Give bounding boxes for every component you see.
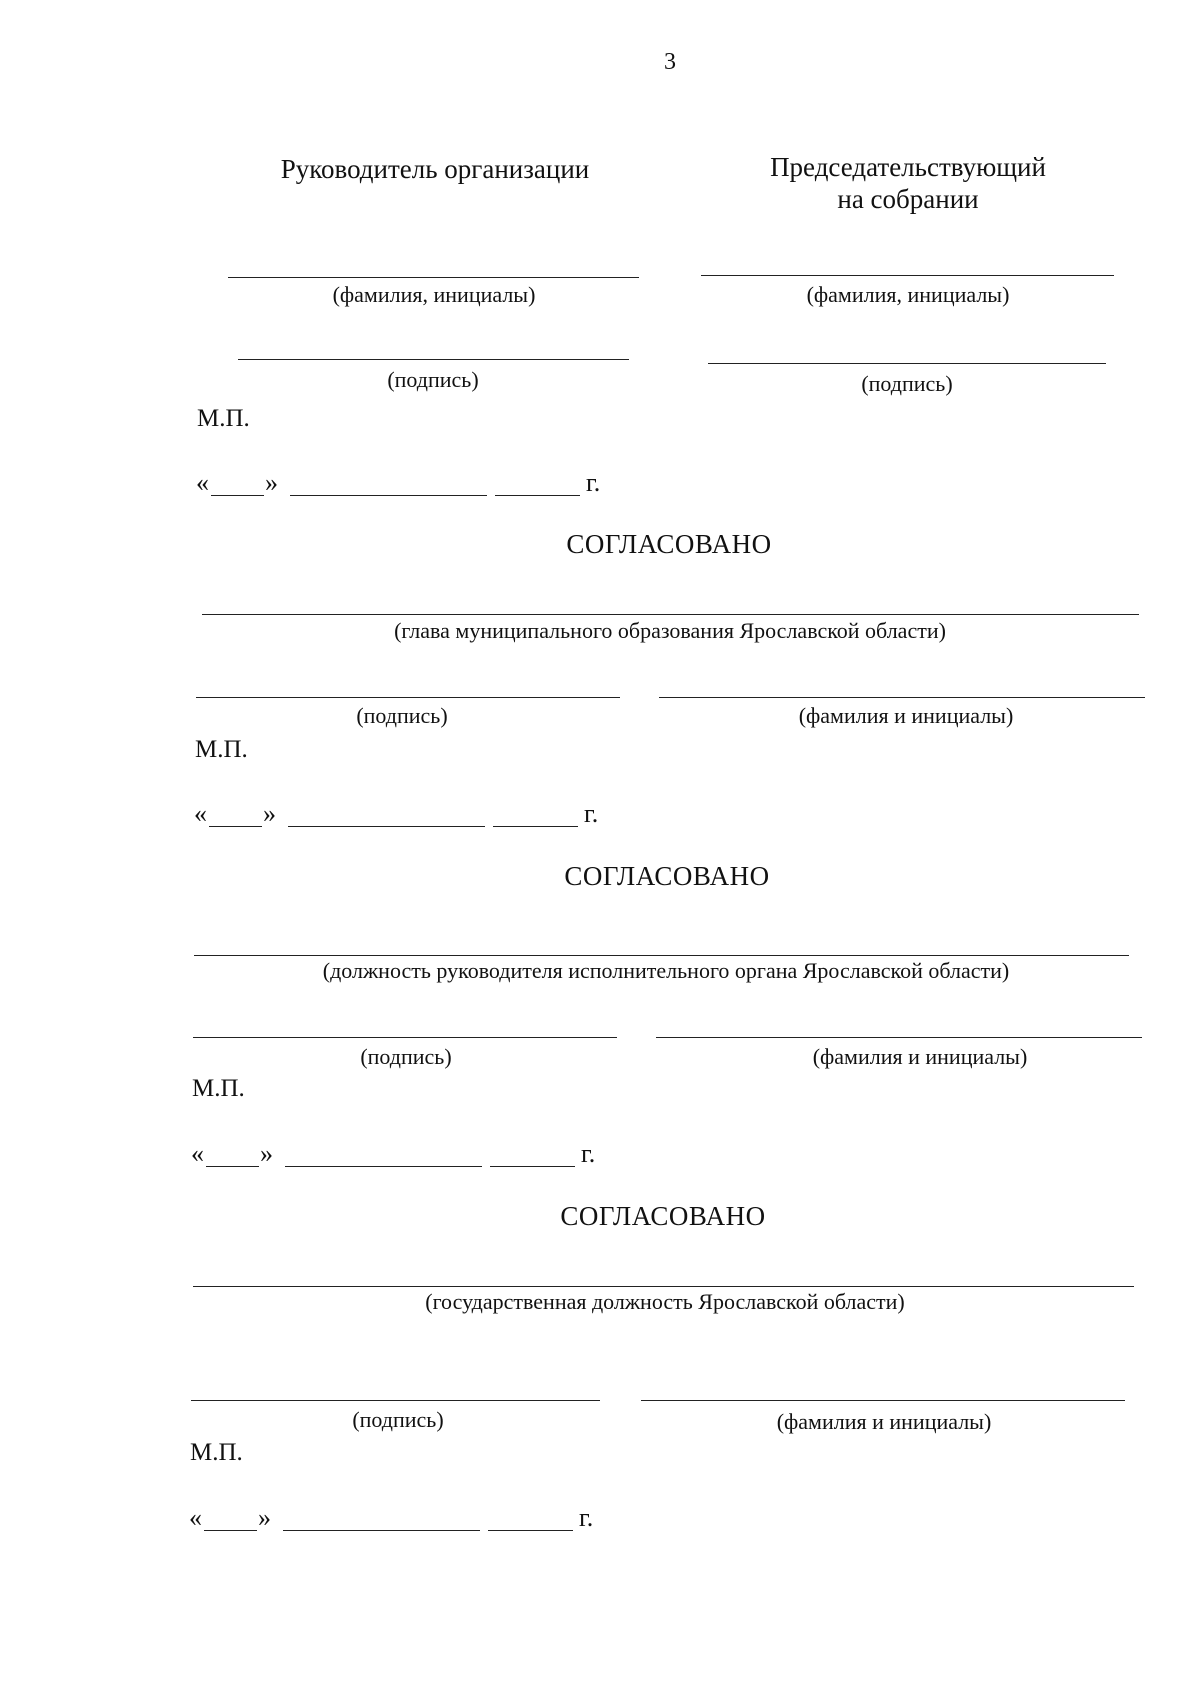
date-open-quote: « — [194, 799, 207, 828]
date-month-line[interactable] — [288, 826, 485, 827]
date-year-suffix: г. — [586, 468, 601, 497]
right-name-line[interactable] — [701, 275, 1114, 276]
head-of-organization-title: Руководитель организации — [280, 154, 590, 184]
left-signature-caption: (подпись) — [387, 367, 479, 392]
left-signature-line[interactable] — [238, 359, 629, 360]
right-name-caption: (фамилия, инициалы) — [806, 282, 1010, 307]
name-line[interactable] — [659, 697, 1145, 698]
seal-label: М.П. — [197, 405, 250, 432]
date-day-line[interactable] — [204, 1530, 257, 1531]
date-close-quote: » — [258, 1503, 271, 1532]
official-caption: (государственная должность Ярославской области) — [425, 1289, 905, 1314]
date-close-quote: » — [263, 799, 276, 828]
official-line[interactable] — [193, 1286, 1134, 1287]
name-line[interactable] — [641, 1400, 1125, 1401]
seal-label: М.П. — [192, 1075, 245, 1102]
chairperson-title-line1: Председательствующий — [770, 152, 1046, 182]
date-day-line[interactable] — [209, 826, 262, 827]
signature-caption: (подпись) — [352, 1407, 444, 1432]
approval-heading: СОГЛАСОВАНО — [566, 529, 772, 559]
approval-heading: СОГЛАСОВАНО — [564, 861, 770, 891]
seal-label: М.П. — [195, 736, 248, 763]
date-open-quote: « — [191, 1139, 204, 1168]
seal-label: М.П. — [190, 1439, 243, 1466]
date-close-quote: » — [265, 468, 278, 497]
date-year-line[interactable] — [488, 1530, 573, 1531]
name-caption: (фамилия и инициалы) — [812, 1044, 1028, 1069]
date-year-line[interactable] — [495, 495, 580, 496]
date-month-line[interactable] — [285, 1166, 482, 1167]
left-name-line[interactable] — [228, 277, 639, 278]
signature-line[interactable] — [193, 1037, 617, 1038]
date-day-line[interactable] — [211, 495, 264, 496]
right-signature-caption: (подпись) — [861, 371, 953, 396]
official-line[interactable] — [202, 614, 1139, 615]
right-signature-line[interactable] — [708, 363, 1106, 364]
date-year-line[interactable] — [490, 1166, 575, 1167]
date-month-line[interactable] — [290, 495, 487, 496]
approval-heading: СОГЛАСОВАНО — [560, 1201, 766, 1231]
page-number: 3 — [664, 49, 676, 75]
date-close-quote: » — [260, 1139, 273, 1168]
name-caption: (фамилия и инициалы) — [798, 703, 1014, 728]
signature-caption: (подпись) — [360, 1044, 452, 1069]
signature-line[interactable] — [196, 697, 620, 698]
date-month-line[interactable] — [283, 1530, 480, 1531]
date-open-quote: « — [189, 1503, 202, 1532]
date-day-line[interactable] — [206, 1166, 259, 1167]
date-year-suffix: г. — [581, 1139, 596, 1168]
left-name-caption: (фамилия, инициалы) — [332, 282, 536, 307]
official-line[interactable] — [194, 955, 1129, 956]
chairperson-title-line2: на собрании — [837, 184, 979, 214]
date-year-suffix: г. — [579, 1503, 594, 1532]
signature-caption: (подпись) — [356, 703, 448, 728]
signature-line[interactable] — [191, 1400, 600, 1401]
date-open-quote: « — [196, 468, 209, 497]
name-line[interactable] — [656, 1037, 1142, 1038]
name-caption: (фамилия и инициалы) — [776, 1409, 992, 1434]
date-year-line[interactable] — [493, 826, 578, 827]
official-caption: (должность руководителя исполнительного органа Ярославской области) — [322, 958, 1010, 983]
date-year-suffix: г. — [584, 799, 599, 828]
official-caption: (глава муниципального образования Ярославской области) — [394, 618, 946, 643]
